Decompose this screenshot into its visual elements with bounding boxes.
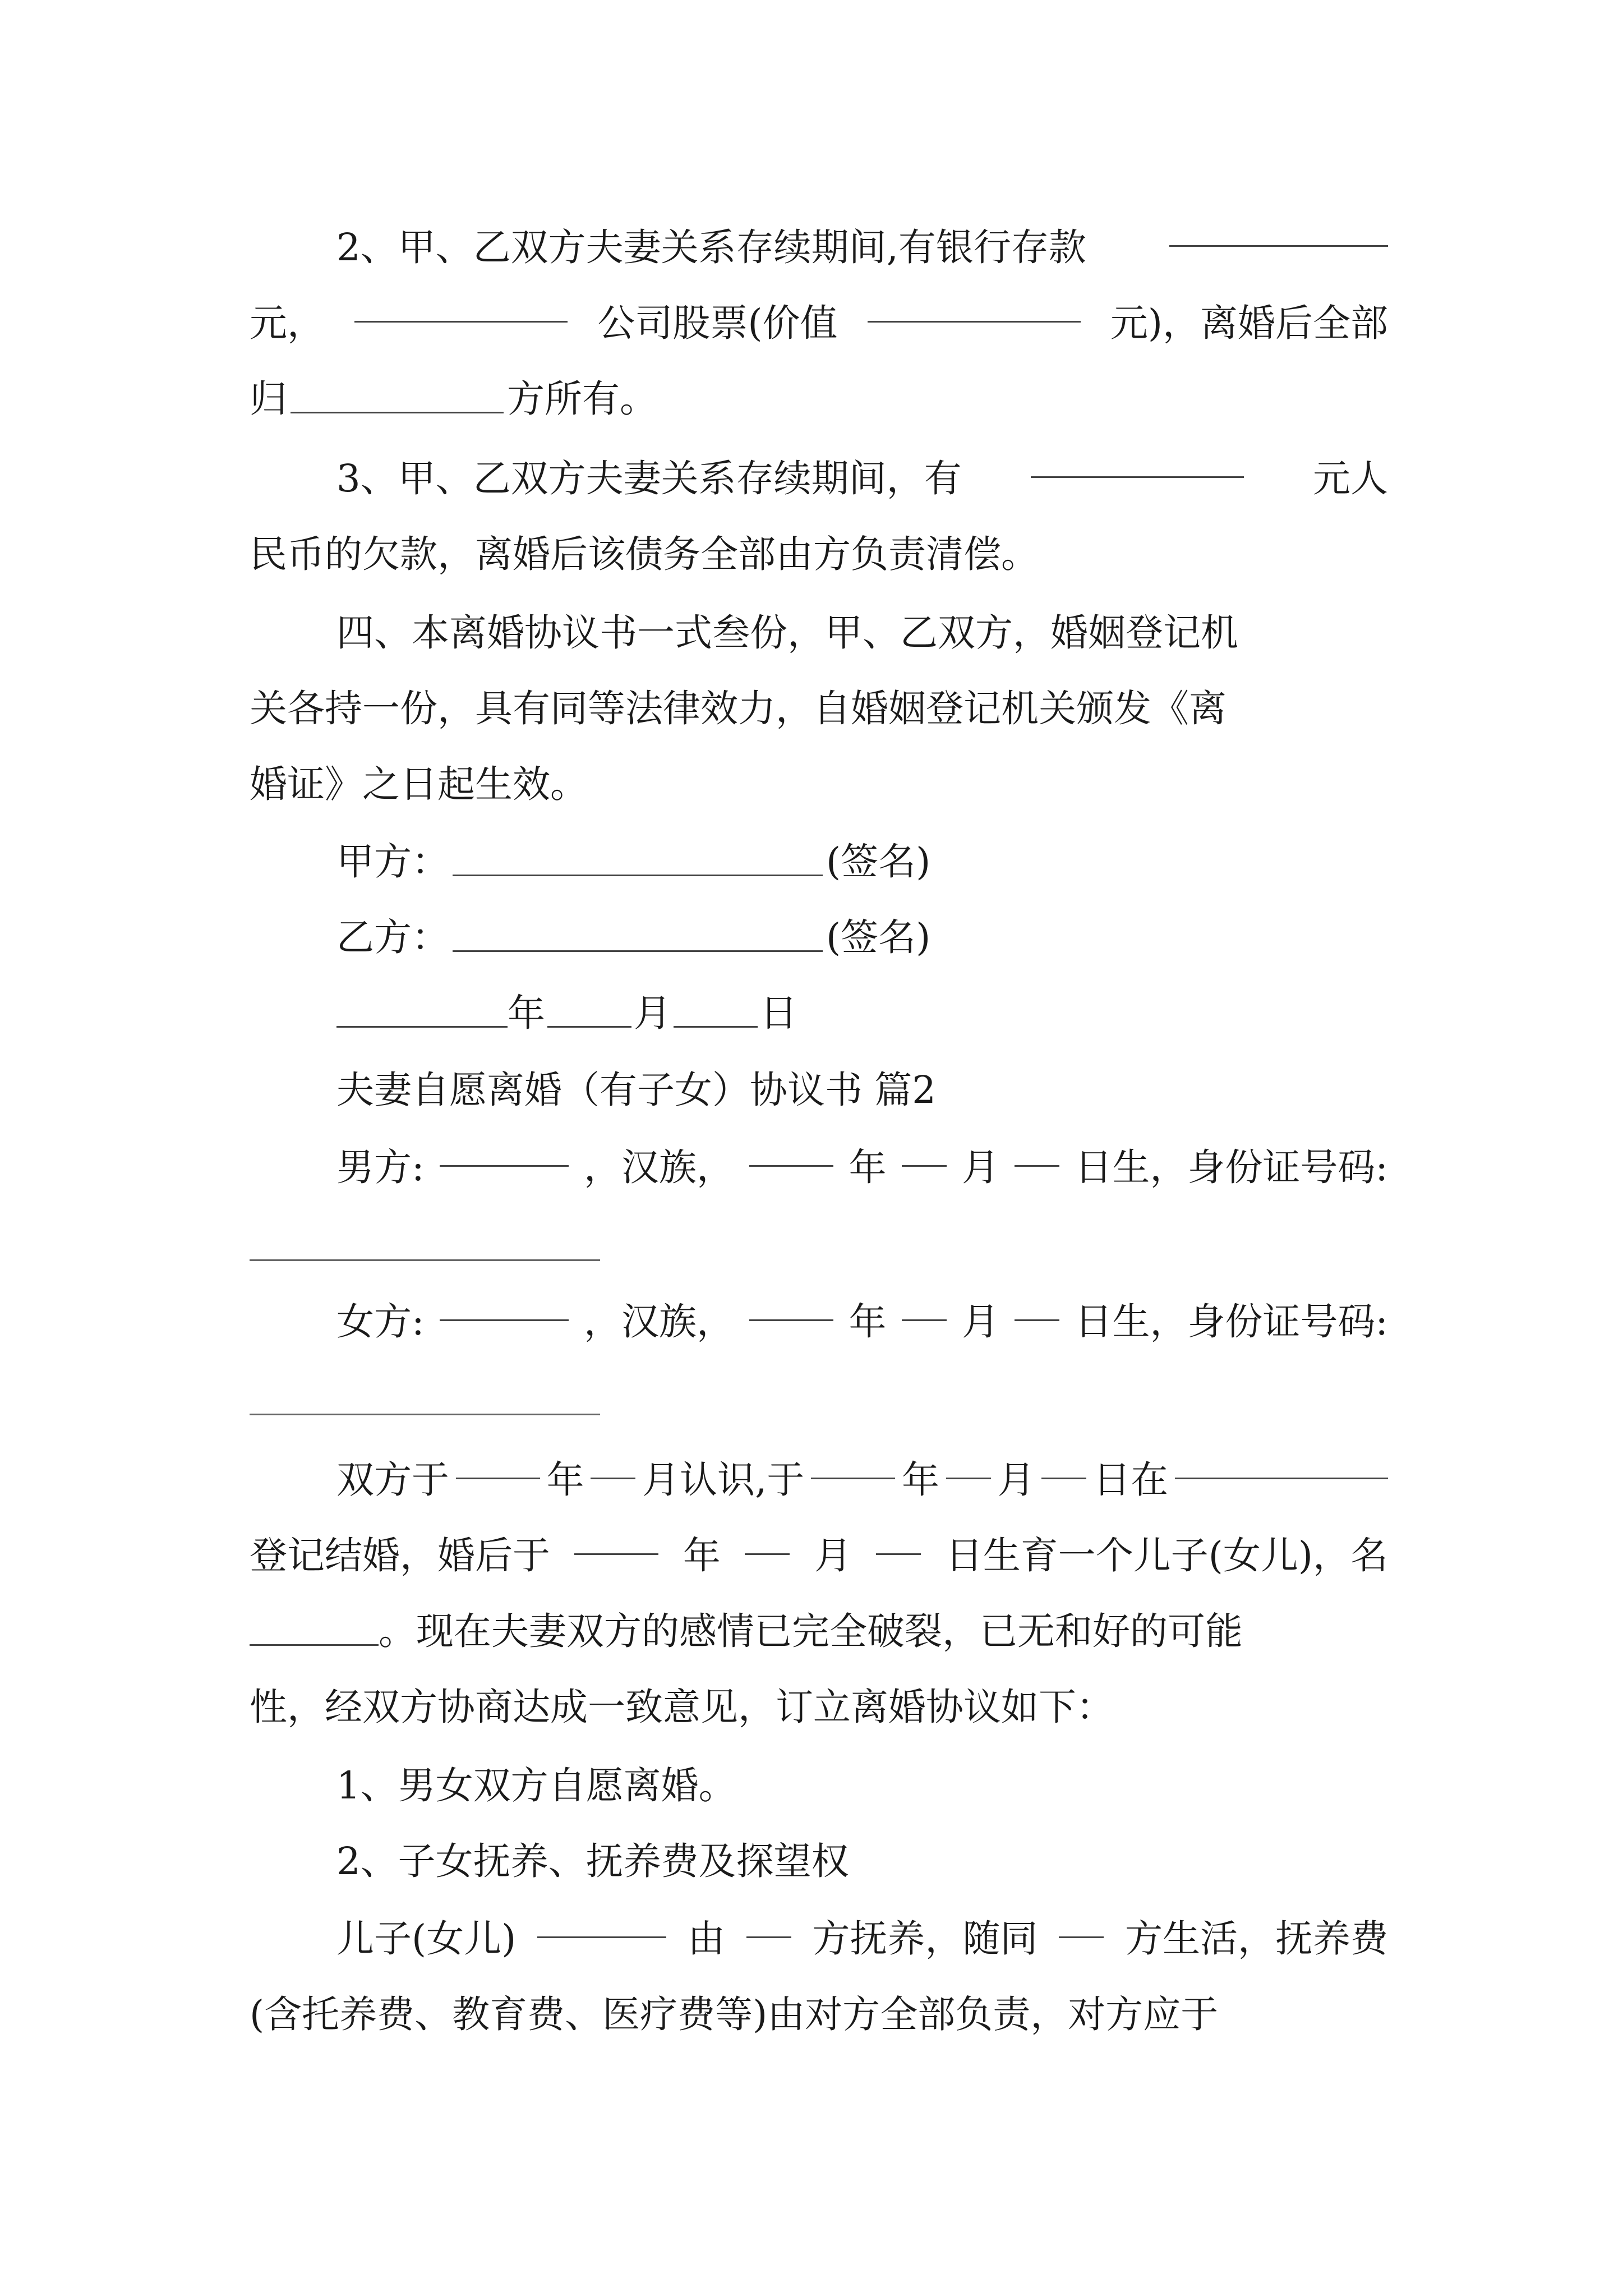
text-run: (签名) [826,915,931,959]
text-run: 日生，身份证号码: [1075,1300,1388,1343]
text-run: 年 [683,1534,721,1577]
paragraph-line: 性，经双方协商达成一致意见，订立离婚协议如下： [250,1685,1114,1729]
text-run: 3、甲、乙双方夫妻关系存续期间，有 [336,457,962,500]
fill-blank [876,1517,921,1555]
term-item-2: 2、子女抚养、抚养费及探望权 [336,1839,849,1883]
fill-blank [811,1442,895,1479]
fill-blank [354,285,568,323]
text-run: 方抚养，随同 [812,1917,1038,1961]
date-blank [336,991,508,1028]
text-run: 日生，身份证号码: [1075,1145,1388,1189]
paragraph-line [250,440,1388,517]
text-run: 甲方： [336,840,449,884]
text-run: 月 [961,1300,999,1343]
paragraph-line [250,1283,1388,1360]
text-run: 。现在夫妻双方的感情已完全破裂，已无和好的可能 [379,1609,1243,1653]
fill-blank [902,1129,947,1167]
text-run: 年 [849,1145,887,1189]
text-run: 日在 [1093,1458,1169,1502]
text-run: (签名) [826,840,931,884]
text-run: 月 [814,1534,852,1577]
paragraph-line [250,1593,1388,1669]
text-run: 年 [849,1300,887,1343]
paragraph-line: (含托养费、教育费、医疗费等)由对方全部负责，对方应于 [250,1993,1219,2036]
paragraph-line [250,209,1388,286]
text-run: 年 [902,1458,939,1502]
text-run: 双方于 [336,1458,449,1502]
text-run: 日生育一个儿子(女儿)，名 [945,1534,1388,1577]
fill-blank [440,1129,569,1167]
text-run: 元)，离婚后全部 [1110,301,1388,345]
paragraph-line: 关各持一份，具有同等法律效力，自婚姻登记机关颁发《离 [250,687,1227,730]
text-run: 男方: [336,1145,425,1189]
fill-blank [745,1517,790,1555]
text-run: 日 [760,991,797,1035]
fill-blank [1059,1901,1104,1938]
text-run: 月 [997,1458,1035,1502]
text-run: 元， [250,301,325,345]
date-blank [547,991,631,1028]
text-run: 月认识,于 [642,1458,805,1502]
text-run: 方所有。 [507,377,657,421]
paragraph-line [250,361,1388,437]
fill-blank [902,1283,947,1321]
fill-blank [574,1517,658,1555]
fill-blank [746,1901,791,1938]
fill-blank [291,376,504,414]
fill-blank [749,1283,833,1321]
fill-blank [1041,1442,1086,1479]
article-title: 夫妻自愿离婚（有子女）协议书 篇2 [336,1068,936,1112]
text-run: 2、甲、乙双方夫妻关系存续期间,有银行存款 [336,226,1086,269]
fill-blank [868,285,1081,323]
paragraph-line [250,1517,1388,1594]
fill-blank [1031,440,1244,478]
paragraph-line [250,285,1388,361]
signature-blank [453,915,823,953]
text-run: 月 [634,991,671,1035]
fill-blank [1169,209,1388,247]
fill-blank [591,1442,635,1479]
text-run: 公司股票(价值 [597,301,838,345]
text-run: ，汉族， [584,1300,735,1343]
fill-blank [1015,1129,1059,1167]
text-run: 年 [546,1458,584,1502]
paragraph-line [250,1129,1388,1205]
signature-blank [453,839,823,877]
text-run: ，汉族， [584,1145,735,1189]
paragraph-line [250,1442,1388,1518]
paragraph-line: 四、本离婚协议书一式叁份，甲、乙双方，婚姻登记机 [336,611,1238,655]
text-run: 登记结婚，婚后于 [250,1534,550,1577]
text-run: 由 [687,1917,725,1961]
signature-party-b [250,899,1388,976]
text-run: 年 [508,991,545,1035]
paragraph-line [250,1901,1388,1977]
signature-party-a [250,823,1388,900]
signature-date [250,975,1388,1051]
text-run: 元人 [1312,457,1388,500]
fill-blank [250,1609,379,1646]
term-item-1: 1、男女双方自愿离婚。 [336,1764,736,1807]
text-run: 方生活，抚养费 [1124,1917,1388,1961]
paragraph-line: 婚证》之日起生效。 [250,762,588,806]
fill-blank [1015,1283,1059,1321]
text-run: 归 [250,377,287,421]
text-run: 女方: [336,1300,425,1343]
fill-blank [456,1442,540,1479]
fill-blank [749,1129,833,1167]
text-run: 儿子(女儿) [336,1917,517,1961]
date-blank [674,991,758,1028]
text-run: 月 [961,1145,999,1189]
fill-blank [440,1283,569,1321]
fill-blank [946,1442,991,1479]
fill-blank [1175,1442,1388,1479]
text-run: 乙方： [336,915,449,959]
id-number-blank [250,1414,600,1415]
paragraph-line: 民币的欠款，离婚后该债务全部由方负责清偿。 [250,532,1039,576]
fill-blank [537,1901,666,1938]
id-number-blank [250,1259,600,1261]
